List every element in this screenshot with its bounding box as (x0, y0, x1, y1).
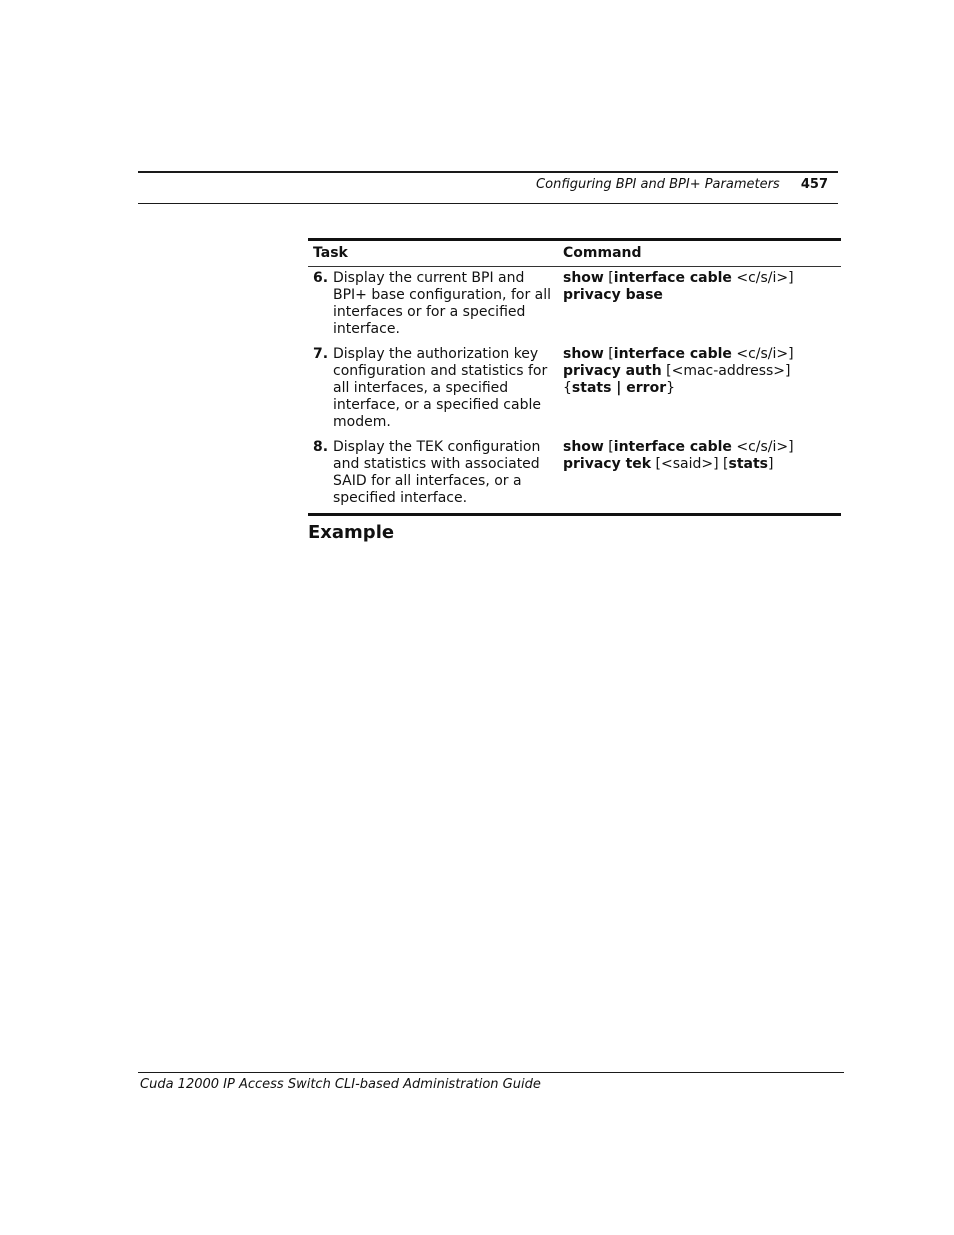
example-heading: Example (308, 522, 395, 543)
command-argument: <c/s/i>] (731, 439, 794, 455)
command-keyword: stats | error (571, 380, 667, 396)
command-argument: <c/s/i>] (731, 346, 794, 362)
header-rule-bottom (138, 203, 838, 204)
task-command-table (308, 238, 841, 516)
step-number: 8. (313, 439, 329, 455)
command-keyword: show (563, 439, 604, 455)
task-description: Display the current BPI and BPI+ base configuration, for all interfaces or for a specified interface. (333, 270, 552, 337)
command-cell (558, 346, 841, 439)
command-keyword: stats (728, 456, 769, 472)
command-cell (558, 439, 841, 515)
command-keyword: show (563, 346, 604, 362)
section-title: Configuring BPI and BPI+ Parameters (536, 177, 780, 192)
task-cell (308, 267, 558, 347)
command-argument: [ (603, 439, 614, 455)
command-keyword: privacy base (563, 287, 663, 303)
task-description: Display the authorization key configuration and statistics for all interfaces, a specified interface, or a specified cable modem. (333, 346, 548, 430)
command-keyword: privacy auth (563, 363, 662, 379)
table-row (308, 267, 841, 347)
command-argument: [ (603, 346, 614, 362)
step-number: 7. (313, 346, 329, 362)
column-header-task: Task (313, 245, 348, 261)
table-header-row (308, 240, 841, 267)
command-argument: } (666, 380, 676, 396)
table-row (308, 346, 841, 439)
command-argument: [<mac-address>] { (563, 363, 791, 396)
column-header-command: Command (563, 245, 642, 261)
running-head (536, 177, 828, 192)
command-keyword: show (563, 270, 604, 286)
command-argument: [ (603, 270, 614, 286)
command-argument: [<said>] [ (651, 456, 729, 472)
task-description: Display the TEK configuration and statistics with associated SAID for all interfaces, or a specified interface. (333, 439, 541, 506)
task-cell (308, 439, 558, 515)
page-number: 457 (800, 177, 828, 192)
command-keyword: privacy tek (563, 456, 652, 472)
task-cell (308, 346, 558, 439)
footer-text: Cuda 12000 IP Access Switch CLI-based Administration Guide (140, 1077, 541, 1092)
header-rule-top (138, 171, 838, 173)
step-number: 6. (313, 270, 329, 286)
table-row (308, 439, 841, 515)
command-argument: ] (768, 456, 774, 472)
footer-rule (138, 1072, 844, 1073)
command-argument: <c/s/i>] (731, 270, 794, 286)
command-keyword: interface cable (613, 270, 732, 286)
command-cell (558, 267, 841, 347)
command-keyword: interface cable (613, 439, 732, 455)
command-keyword: interface cable (613, 346, 732, 362)
